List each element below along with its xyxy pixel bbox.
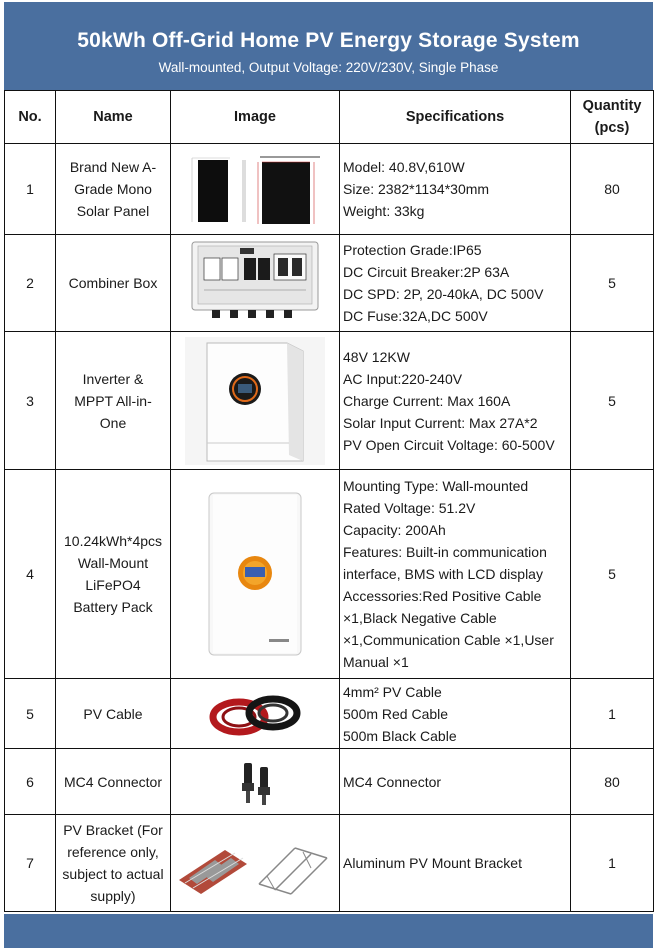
- quantity-cell: 1: [571, 815, 654, 912]
- table-row: [5, 332, 654, 470]
- spec-line: 500m Black Cable: [343, 727, 457, 744]
- spec-line: Aluminum PV Mount Bracket: [343, 855, 522, 871]
- row-number: 6: [5, 749, 56, 815]
- table-row: [5, 749, 654, 815]
- table-row: [5, 470, 654, 679]
- row-number: 1: [5, 144, 56, 235]
- spec-line: DC Circuit Breaker:2P 63A: [343, 264, 510, 280]
- table-row: [5, 815, 654, 912]
- table-header-row: [5, 91, 654, 144]
- specifications-cell: [340, 235, 571, 332]
- row-number: 7: [5, 815, 56, 912]
- spec-line: Weight: 33kg: [343, 203, 425, 219]
- specifications-cell: [340, 679, 571, 749]
- spec-line: Capacity: 200Ah: [343, 522, 446, 538]
- specifications-cell: [340, 144, 571, 235]
- column-header-name: Name: [56, 91, 171, 144]
- spec-line: 48V 12KW: [343, 348, 410, 365]
- row-number: 5: [5, 679, 56, 749]
- row-number: 4: [5, 470, 56, 679]
- product-table: [4, 90, 654, 912]
- quantity-cell: 80: [571, 749, 654, 815]
- table-row: [5, 235, 654, 332]
- table-row: [5, 679, 654, 749]
- spec-line: PV Open Circuit Voltage: 60-500V: [343, 436, 555, 453]
- combiner-box-image: [171, 235, 340, 332]
- column-header-specifications: Specifications: [340, 91, 571, 144]
- table-row: [5, 144, 654, 235]
- page-subtitle: Wall-mounted, Output Voltage: 220V/230V, Single Phase: [158, 60, 499, 75]
- quantity-cell: 5: [571, 235, 654, 332]
- battery-pack-image: [171, 470, 340, 679]
- product-name: Brand New A-Grade Mono Solar Panel: [56, 144, 171, 235]
- column-header-quantity: Quantity (pcs): [571, 91, 654, 144]
- inverter-image: [171, 332, 340, 470]
- spec-line: Accessories:Red Positive Cable ×1,Black Negative Cable ×1,Communication Cable ×1,User Manual ×1: [343, 588, 554, 670]
- row-number: 3: [5, 332, 56, 470]
- spec-line: DC SPD: 2P, 20-40kA, DC 500V: [343, 286, 544, 302]
- spec-line: 500m Red Cable: [343, 705, 449, 722]
- spec-line: DC Fuse:32A,DC 500V: [343, 308, 488, 324]
- footer-banner: [4, 914, 653, 948]
- product-name: Inverter & MPPT All-in-One: [56, 332, 171, 470]
- spec-line: Solar Input Current: Max 27A*2: [343, 414, 538, 431]
- product-name: Combiner Box: [56, 235, 171, 332]
- pv-bracket-image: [171, 815, 340, 912]
- spec-line: 4mm² PV Cable: [343, 683, 442, 700]
- specifications-cell: [340, 815, 571, 912]
- spec-line: Size: 2382*1134*30mm: [343, 181, 490, 197]
- pv-cable-image: [171, 679, 340, 749]
- product-name: 10.24kWh*4pcs Wall-Mount LiFePO4 Battery Pack: [56, 470, 171, 679]
- spec-line: AC Input:220-240V: [343, 370, 463, 387]
- quantity-cell: 5: [571, 470, 654, 679]
- spec-line: Charge Current: Max 160A: [343, 392, 511, 409]
- product-name: MC4 Connector: [56, 749, 171, 815]
- specifications-cell: [340, 749, 571, 815]
- mc4-connector-image: [171, 749, 340, 815]
- spec-line: Mounting Type: Wall-mounted: [343, 478, 529, 494]
- spec-line: Rated Voltage: 51.2V: [343, 500, 476, 516]
- product-name: PV Bracket (For reference only, subject to actual supply): [56, 815, 171, 912]
- page-title: 50kWh Off-Grid Home PV Energy Storage System: [77, 29, 580, 52]
- quantity-cell: 80: [571, 144, 654, 235]
- quantity-cell: 5: [571, 332, 654, 470]
- spec-line: MC4 Connector: [343, 773, 442, 790]
- spec-line: Features: Built-in communication interface, BMS with LCD display: [343, 544, 547, 582]
- spec-line: Model: 40.8V,610W: [343, 159, 465, 175]
- spec-line: Protection Grade:IP65: [343, 242, 482, 258]
- header-banner: [4, 2, 653, 90]
- column-header-no: No.: [5, 91, 56, 144]
- column-header-image: Image: [171, 91, 340, 144]
- product-name: PV Cable: [56, 679, 171, 749]
- quantity-cell: 1: [571, 679, 654, 749]
- specifications-cell: [340, 332, 571, 470]
- specifications-cell: [340, 470, 571, 679]
- solar-panel-image: [171, 144, 340, 235]
- row-number: 2: [5, 235, 56, 332]
